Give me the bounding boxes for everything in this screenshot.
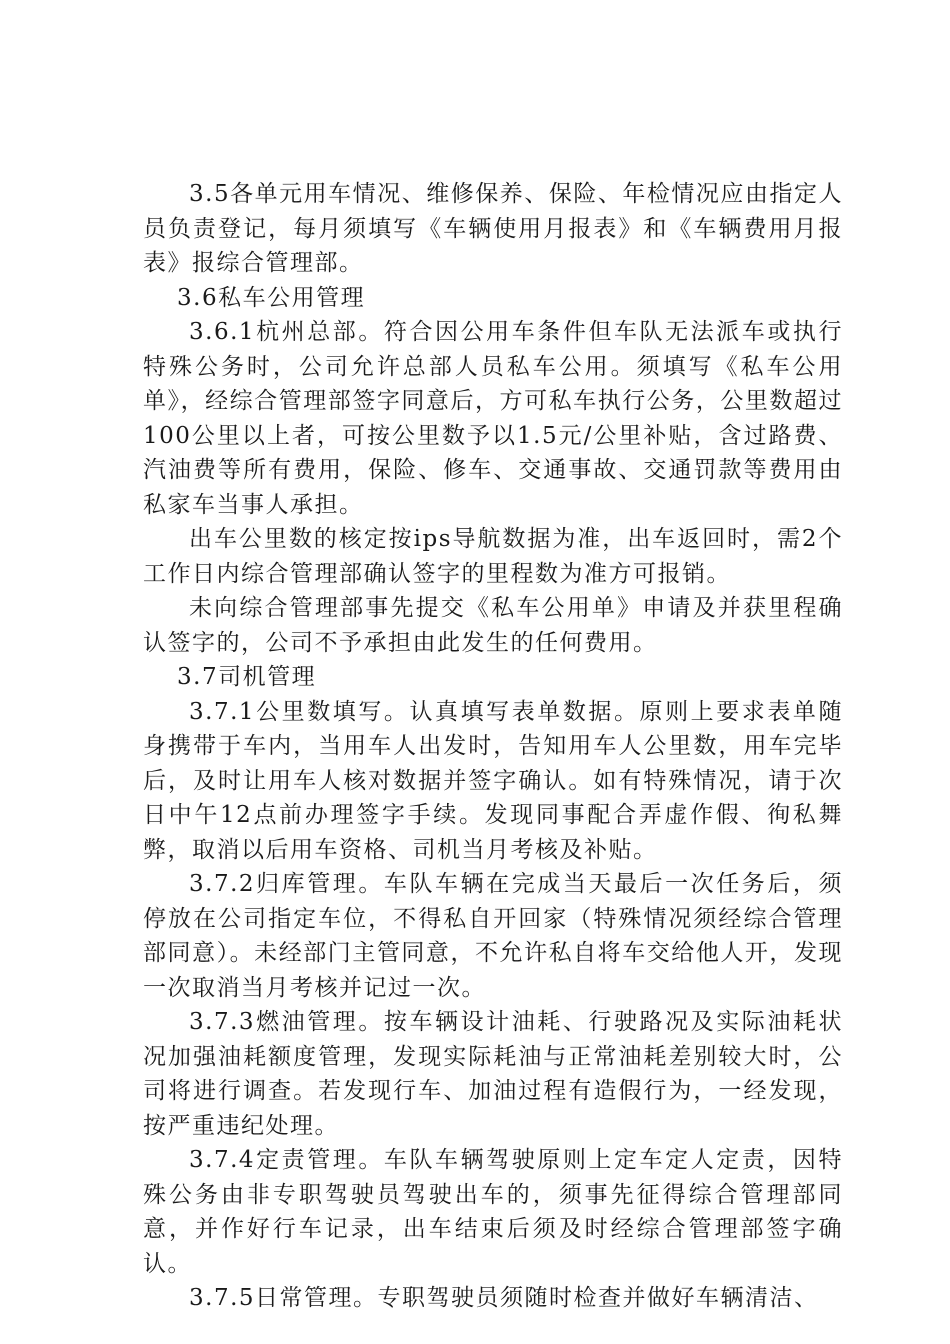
paragraph-3-5: 3.5各单元用车情况、维修保养、保险、年检情况应由指定人员负责登记，每月须填写《车辆使用月报表》和《车辆费用月报表》报综合管理部。 [143,181,843,276]
paragraph-3-7-1: 3.7.1公里数填写。认真填写表单数据。原则上要求表单随身携带于车内，当用车人出发时，告知用车人公里数，用车完毕后，及时让用车人核对数据并签字确认。如有特殊情况，请于次日中午12点前办理签字手续。发现同事配合弄虚作假、徇私舞弊，取消以后用车资格、司机当月考核及补贴。 [143,698,843,863]
paragraph-mileage-verification: 出车公里数的核定按ips导航数据为准，出车返回时，需2个工作日内综合管理部确认签字的里程数为准方可报销。 [143,526,843,587]
document-body [143,177,843,1316]
paragraph-3-6-1: 3.6.1杭州总部。符合因公用车条件但车队无法派车或执行特殊公务时，公司允许总部人员私车公用。须填写《私车公用单》，经综合管理部签字同意后，方可私车执行公务，公里数超过100公里以上者，可按公里数予以1.5元/公里补贴，含过路费、汽油费等所有费用，保险、修车、交通事故、交通罚款等费用由私家车当事人承担。 [143,319,843,518]
paragraph-3-7-5: 3.7.5日常管理。专职驾驶员须随时检查并做好车辆清洁、 [189,1285,819,1311]
paragraph-3-7-4: 3.7.4定责管理。车队车辆驾驶原则上定车定人定责，因特殊公务由非专职驾驶员驾驶出车的，须事先征得综合管理部同意，并作好行车记录，出车结束后须及时经综合管理部签字确认。 [143,1147,843,1277]
section-heading-3-6: 3.6私车公用管理 [177,284,366,311]
paragraph-3-7-3: 3.7.3燃油管理。按车辆设计油耗、行驶路况及实际油耗状况加强油耗额度管理，发现实际耗油与正常油耗差别较大时，公司将进行调查。若发现行车、加油过程有造假行为，一经发现，按严重违纪处理。 [143,1009,843,1139]
paragraph-unsubmitted-form: 未向综合管理部事先提交《私车公用单》申请及并获里程确认签字的，公司不予承担由此发生的任何费用。 [143,595,843,656]
paragraph-3-7-2: 3.7.2归库管理。车队车辆在完成当天最后一次任务后，须停放在公司指定车位，不得私自开回家（特殊情况须经综合管理部同意）。未经部门主管同意，不允许私自将车交给他人开，发现一次取消当月考核并记过一次。 [143,871,843,1001]
section-heading-3-7: 3.7司机管理 [177,664,317,690]
